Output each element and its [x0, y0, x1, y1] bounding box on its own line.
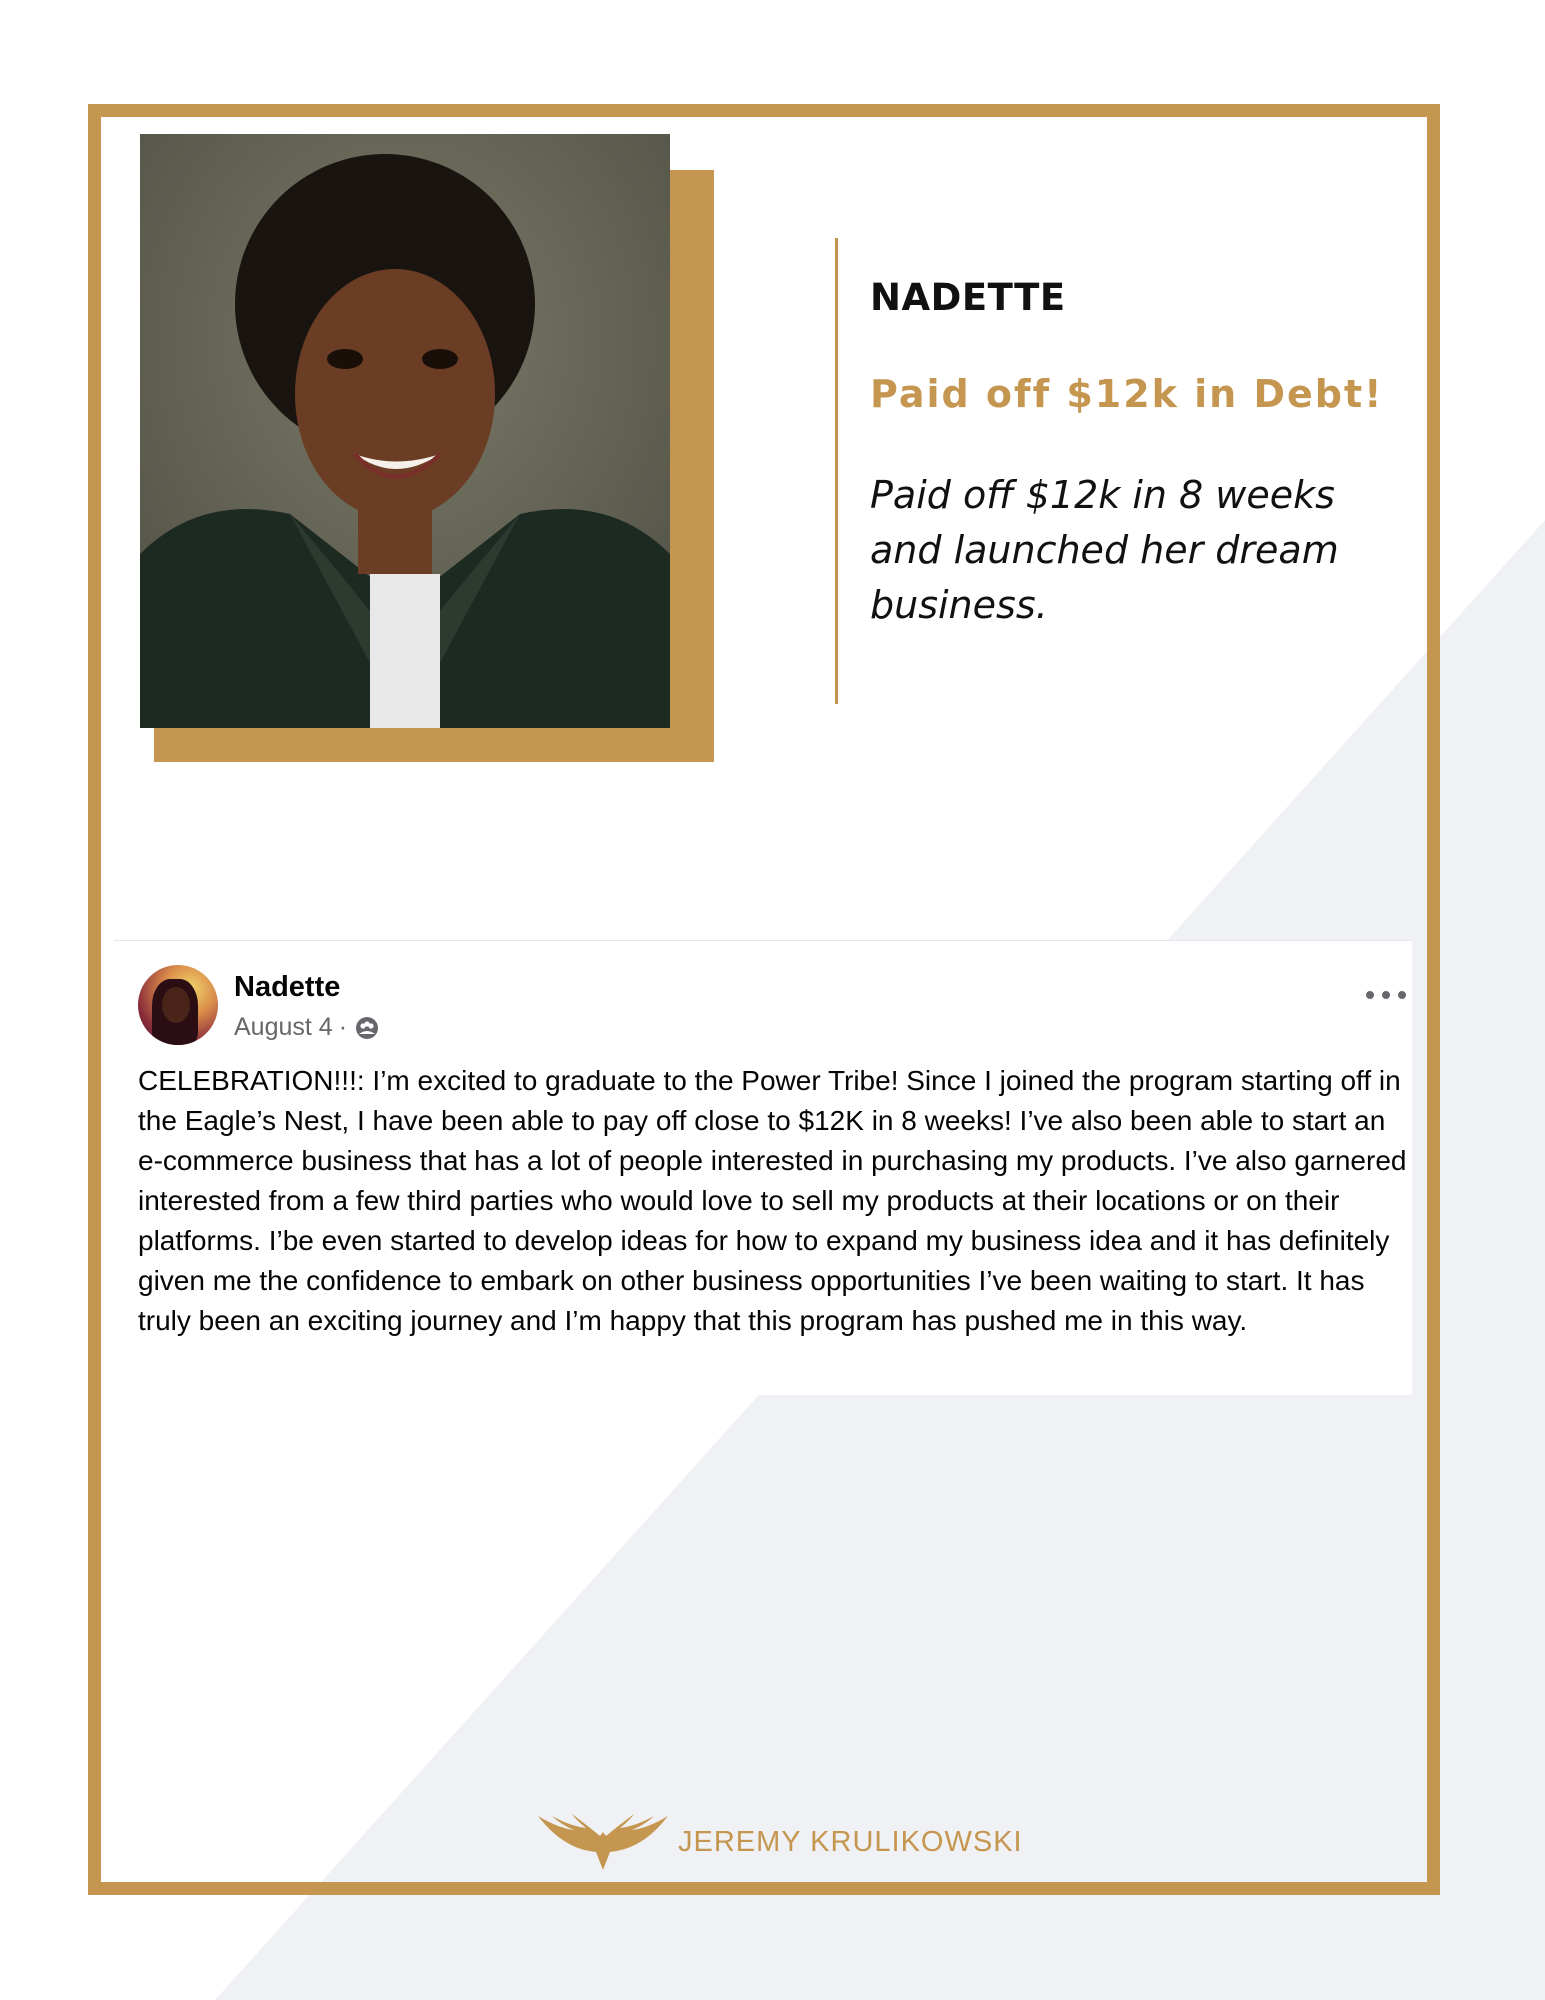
eagle-logo-icon — [538, 1812, 668, 1872]
post-date[interactable]: August 4 — [234, 1013, 333, 1041]
brand-name: JEREMY KRULIKOWSKI — [678, 1825, 1023, 1858]
divider-line — [835, 238, 838, 704]
group-icon — [355, 1016, 379, 1040]
testimonial-headline: Paid off $12k in Debt! — [870, 372, 1384, 416]
brand-logo — [538, 1812, 1023, 1872]
post-meta — [234, 1013, 379, 1042]
testimonial-name: NADETTE — [870, 276, 1066, 319]
avatar[interactable] — [138, 965, 218, 1045]
post-author[interactable]: Nadette — [234, 971, 341, 1003]
testimonial-quote: Paid off $12k in 8 weeks and launched her dream business. — [870, 473, 1339, 627]
social-post-card — [114, 940, 1412, 1395]
post-body-text: CELEBRATION!!!: I’m excited to graduate to the Power Tribe! Since I joined the program starting off in the Eagle’s Nest, I have been able to pay off close to $12K in 8 weeks! I’ve also been able to start an e-commerce business that has a lot of people interested in purchasing my products. I’ve also garnered interested from a few third parties who would love to sell my products at their locations or on their platforms. I’be even started to develop ideas for how to expand my business idea and it has definitely given me the confidence to embark on other business opportunities I’ve been waiting to start. It has truly been an exciting journey and I’m happy that this program has pushed me in this way. — [138, 1065, 1407, 1336]
portrait-photo — [140, 134, 670, 728]
more-options-icon[interactable] — [1366, 985, 1406, 1005]
meta-separator: · — [338, 1013, 348, 1041]
